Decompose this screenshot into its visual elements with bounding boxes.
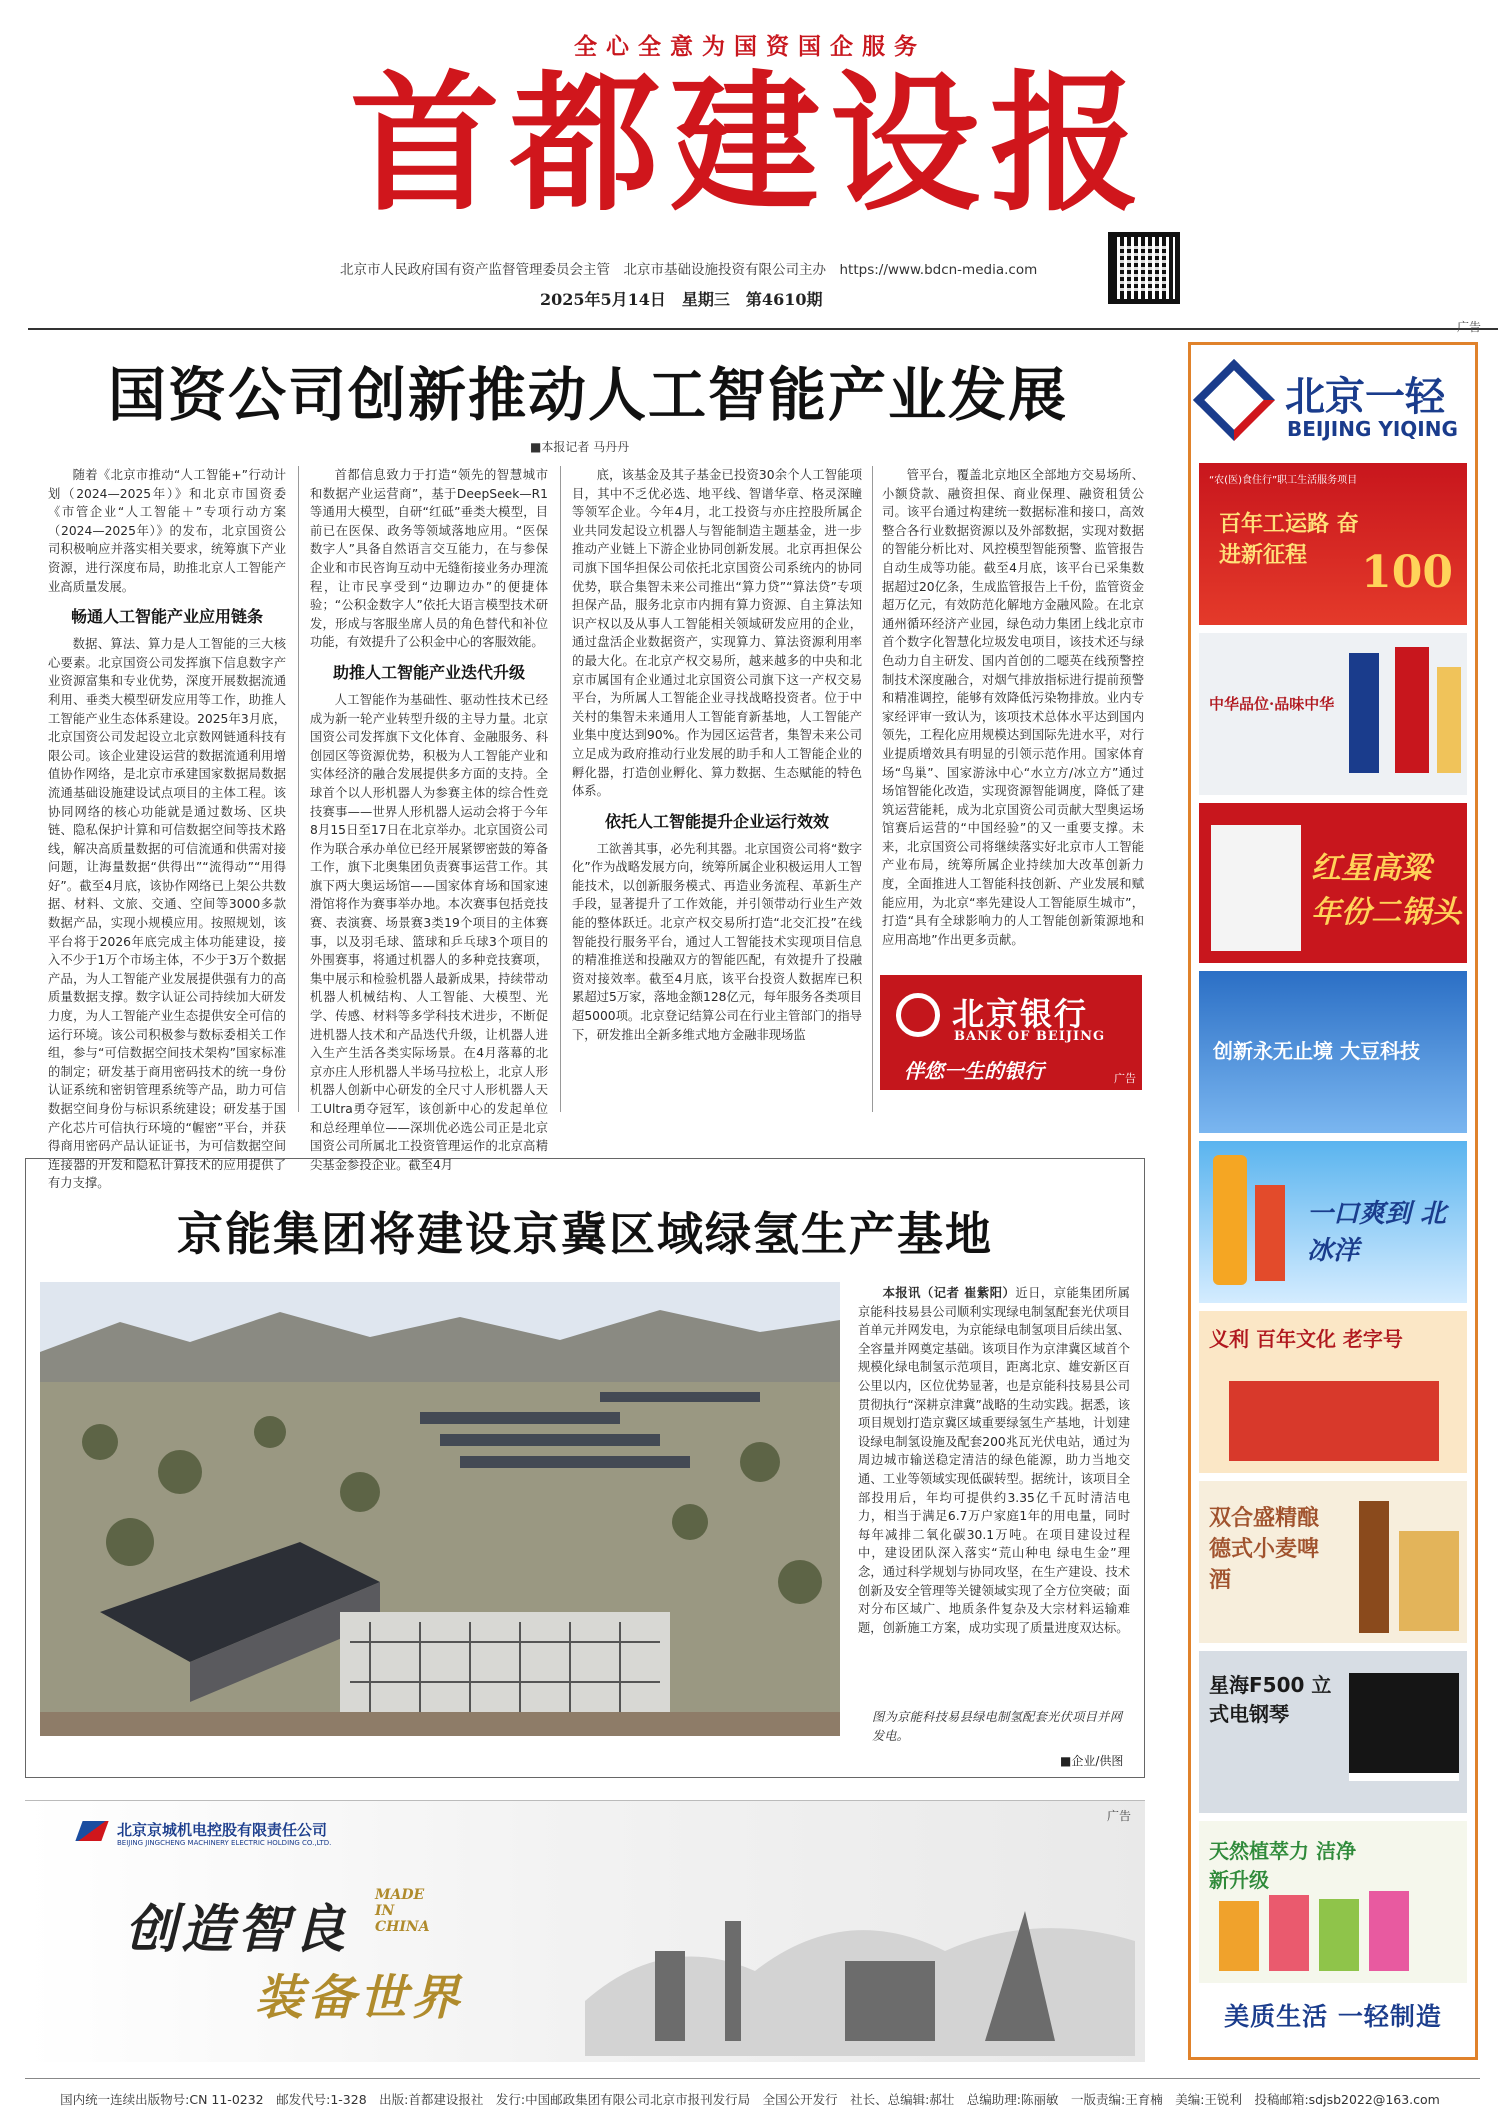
yiqing-brand-en: BEIJING YIQING [1287, 417, 1458, 441]
photo-illustration [40, 1282, 840, 1736]
story1-para: 数据、算法、算力是人工智能的三大核心要素。北京国资公司发挥旗下信息数字产业资源富集和专业优势，深度开展数据流通利用、垂类大模型研发应用等工作，助推人工智能产业生态体系建设。2025年3月底，北京国资公司发起设立北京数网链通科技有限公司。该企业建设运营的数据流通利用增值协作网络，是北京市承建国家数据局数据流通基础设施建设试点项目的主体工程。该协同网络的核心功能就是通过数场、区块链、隐私保护计算和可信数据空间等技术路线，解决高质量数据的可信流通和供需对接问题，让海量数据“供得出”“流得动”“用得好”。截至4月底，该协作网络已上架公共数据、材料、文旅、交通、空间等3000多款数据产品，实现小规模应用。按照规划，该平台将于2026年底完成主体功能建设，接入不少于1万个市场主体，不少于3万个数据产品，为人工智能产业发展提供强有力的高质量数据支撑。数字认证公司持续加大研发力度，为人工智能产业生态提供安全可信的运行环境。该公司积极参与数标委相关工作组，参与“可信数据空间技术架构”国家标准的制定；研发基于商用密码技术的统一身份认证系统和密钥管理系统等产品，助力可信数据空间身份与标识系统建设；研发基于国产化芯片可信执行环境的“幄密”平台，并获得商用密码产品认证证书，为可信数据空间连接器的开发和隐私计算技术的应用提供了有力支撑。 [48, 637, 286, 1191]
photo-caption: 图为京能科技易县绿电制氢配套光伏项目并网发电。 [872, 1710, 1122, 1743]
piano-icon [1349, 1673, 1459, 1773]
hongxing-tile [1199, 803, 1467, 963]
column-separator [298, 466, 299, 1112]
bottle-icon [1319, 1899, 1359, 1971]
yiqing-brand: 北京一轻 [1285, 374, 1445, 420]
story1-column-4 [882, 466, 1144, 956]
bottle-icon [1395, 647, 1429, 773]
bank-of-beijing-ad[interactable] [880, 975, 1142, 1090]
bank-logo-icon [896, 993, 940, 1037]
tile-text: 创新永无止境 大豆科技 [1213, 1039, 1420, 1063]
solar-station-photo [40, 1282, 840, 1736]
main-headline: 国资公司创新推动人工智能产业发展 [107, 361, 1068, 429]
subheading-3: 依托人工智能提升企业运行效效 [604, 811, 829, 831]
story1-column-3 [572, 466, 862, 1112]
beibingyang-tile [1199, 1141, 1467, 1303]
footer-imprint: 国内统一连续出版物号:CN 11-0232 邮发代号:1-328 出版:首都建设报社 发行:中国邮政集团有限公司北京市报刊发行局 全国公开发行 社长、总编辑:郝壮 总编助理:陈丽敏 一版责编:王育楠 美编:王锐利 投稿邮箱:sdjsb2022@163.com [60, 2092, 1440, 2107]
bottle-icon [1269, 1895, 1309, 1971]
header-rule [28, 328, 1498, 330]
bottle-icon [1437, 667, 1461, 773]
story1-para: 工欲善其事，必先利其器。北京国资公司将“数字化”作为战略发展方向，统筹所属企业积极运用人工智能技术，以创新服务模式、再造业务流程、革新生产手段，显著提升了工作效能，并引领带动行业生产效能的整体跃迁。北京产权交易所打造“北交汇投”在线智能投行服务平台，通过人工智能技术实现项目信息的精准推送和投融双方的智能匹配，有效提升了投融资对接效率。截至4月底，该平台投资人数据库已积累超过5万家，落地金额128亿元，每年服务各类项目超5000项。北京登记结算公司在行业主管部门的指导下，研发推出全新多维式地方金融非现场监 [572, 841, 862, 1042]
tile-text: “农(医)食住行”职工生活服务项目 [1209, 475, 1358, 486]
story1-para: 人工智能作为基础性、驱动性技术已经成为新一轮产业转型升级的主导力量。北京国资公司发挥旗下文化体育、金融服务、科创园区等资源优势，积极为人工智能产业和实体经济的融合发展提供多方面的支持。全球首个以人形机器人为参赛主体的综合性竞技赛事——世界人形机器人运动会将于今年8月15日至17日在北京举办。北京国资公司作为联合承办单位已经开展紧锣密鼓的筹备工作，旗下北奥集团负责赛事运营工作。其旗下两大奥运场馆——国家体育场和国家速滑馆将作为赛事举办地。本次赛事包括竞技赛、表演赛、场景赛3类19个项目的主体赛事，以及羽毛球、篮球和乒乓球3个项目的外围赛事，将通过机器人的多种竞技赛项，集中展示和检验机器人最新成果，持续带动机器人机械结构、人工智能、大模型、光学、传感、材料等多学科技术进步，不断促进机器人技术和产品迭代升级，让机器人进入生产生活各类实际场景。在4月落幕的北京亦庄人形机器人半场马拉松上，北京人形机器人创新中心研发的全尺寸人形机器人天工Ultra勇夺冠军，该创新中心的发起单位和总经理单位——深圳优必选公司正是北京国资公司所属北工投资管理运作的北京高精尖基金参投企业。截至4月 [310, 692, 548, 1172]
subheading-1: 畅通人工智能产业应用链条 [70, 607, 263, 627]
ad-label: 广告 [1106, 1809, 1131, 1823]
tile-text: 双合盛精酿 德式小麦啤酒 [1209, 1505, 1320, 1593]
publisher-line: 北京市人民政府国有资产监督管理委员会主管 北京市基础设施投资有限公司主办 https://www.bdcn-media.com [340, 262, 1038, 278]
column-separator [560, 466, 561, 1112]
glass-icon [1399, 1531, 1459, 1631]
tile-text: 百年工运路 奋进新征程 [1219, 512, 1359, 568]
masthead-title: 首都建设报 [349, 58, 1150, 232]
yiqing-slogan: 美质生活 一轻制造 [1224, 2002, 1442, 2031]
bottle-icon [1213, 1155, 1247, 1285]
ad-label: 广告 [1114, 1072, 1136, 1085]
company-name-en: BEIJING JINGCHENG MACHINERY ELECTRIC HOLDING CO.,LTD. [117, 1839, 332, 1847]
story2-body [858, 1284, 1130, 1684]
company-name: 北京京城机电控股有限责任公司 [117, 1821, 328, 1839]
product-box-icon [1229, 1381, 1439, 1461]
slogan-2: 装备世界 [255, 1970, 464, 2026]
bank-name-en: BANK OF BEIJING [954, 1029, 1106, 1044]
story1-para: 底，该基金及其子基金已投资30余个人工智能项目，其中不乏优必选、地平线、智谱华章、格灵深瞳等领军企业。今年4月，北工投资与亦庄控股所属企业共同发起设立机器人与智能制造主题基金，进一步推动产业链上下游企业协同创新发展。北京再担保公司旗下国华担保公司依托北京国资公司系统内的协同优势，联合集智未来公司推出“算力贷”“算法贷”专项担保产品，服务北京市内拥有算力资源、自主算法知识产权以及从事人工智能相关领域研发应用的企业，通过盘活企业数据资产，实现算力、算法资源利用率的最大化。在北京产权交易所，越来越多的中央和北京市属国有企业通过北京国资公司旗下这一产权交易平台，为所属人工智能企业寻找战略投资者。位于中关村的集智未来通用人工智能育新基地，人工智能产业集中度达到90%。作为园区运营者，集智未来公司立足成为政府推动行业发展的助手和人工智能企业的孵化器，打造创业孵化、算力数据、生态赋能的特色体系。 [572, 468, 862, 799]
subheading-2: 助推人工智能产业迭代升级 [332, 662, 525, 682]
tile-text: 义利 百年文化 老字号 [1209, 1327, 1403, 1351]
story1-column-2 [310, 466, 548, 1172]
ad-label-right: 广告 [1457, 320, 1482, 334]
yiqing-brand-tile [1199, 353, 1467, 453]
dateline: 2025年5月14日 星期三 第4610期 [540, 290, 823, 309]
tile-text: 红星高粱 年份二锅头 [1311, 851, 1461, 930]
bottle-icon [1219, 1901, 1259, 1971]
tile-100-icon: 100 [1361, 547, 1453, 598]
bottle-icon [1369, 1891, 1409, 1971]
made-in-china: MADE IN CHINA [375, 1887, 430, 1935]
detergent-tile [1199, 1821, 1467, 1983]
zhonghua-liquor-tile [1199, 633, 1467, 795]
skyline-illustration [585, 1841, 1135, 2056]
yiqing-logo-icon [1193, 359, 1275, 441]
column-separator [872, 466, 873, 1112]
jingcheng-logo-icon [75, 1821, 108, 1841]
footer-rule [25, 2078, 1480, 2079]
shuanghesheng-tile [1199, 1481, 1467, 1643]
xinghai-piano-tile [1199, 1651, 1467, 1813]
dadou-tile [1199, 971, 1467, 1133]
tile-text: 中华品位·品味中华 [1209, 695, 1335, 713]
byline: ■本报记者 马丹丹 [530, 440, 630, 454]
story1-column-1 [48, 466, 286, 1191]
union-service-tile [1199, 463, 1467, 625]
tile-text: 天然植萃力 洁净新升级 [1209, 1839, 1356, 1892]
beijing-yiqing-ad[interactable] [1188, 342, 1478, 2060]
bank-slogan: 伴您一生的银行 [904, 1059, 1044, 1083]
can-icon [1255, 1185, 1285, 1281]
bottle-icon [1359, 1501, 1389, 1633]
piano-keys-icon [1349, 1773, 1459, 1781]
story1-para: 管平台，覆盖北京地区全部地方交易场所、小额贷款、融资担保、商业保理、融资租赁公司。该平台通过构建统一数据标准和接口，高效整合各行业数据资源以及外部数据，实现对数据的智能分析比对、风控模型智能预警、监管报告自动生成等功能。截至4月底，该平台已采集数据超过20亿条，生成监管报告上千份，监管资金超万亿元，有效防范化解地方金融风险。在北京通州循环经济产业园，绿色动力集团上线北京市首个数字化智慧化垃圾发电项目，该技术还与绿色动力自主研发、国内首创的二噁英在线预警控制技术深度融合，对烟气排放指标进行提前预警和精准调控，能够有效降低污染物排放。业内专家经评审一致认为，该项技术总体水平达到国内领先，工程化应用规模达到国际先进水平，对行业提质增效具有明显的引领示范作用。国家体育场“鸟巢”、国家游泳中心“水立方/冰立方”通过场馆智能化改造，实现资源智能调度，降低了建筑运营能耗，成为北京国资公司贡献大型奥运场馆赛后运营的“中国经验”的又一重要支撑。未来，北京国资公司将继续落实好北京市人工智能产业布局，统筹所属企业持续加大改革创新力度，全面推进人工智能科技创新、产业发展和赋能应用，为北京“率先建设人工智能原生城市”，打造“具有全球影响力的人工智能创新策源地和应用高地”作出更多贡献。 [882, 468, 1144, 947]
slogan-1: 创造智良 [125, 1899, 350, 1960]
story1-para: 首都信息致力于打造“领先的智慧城市和数据产业运营商”，基于DeepSeek—R1等通用大模型，自研“红砥”垂类大模型，目前已在医保、政务等领域落地应用。“医保数字人”具备自然语言交互能力，在与参保企业和市民咨询互动中无缝衔接业务办理流程，让市民享受到“边聊边办”的便捷体验；“公积金数字人”依托大语言模型技术研发，形成与客服坐席人员的角色替代和补位功能，有效提升了公积金中心的客服效能。 [310, 468, 548, 650]
tile-text: 一口爽到 北冰洋 [1307, 1199, 1447, 1266]
story2-lead: 本报讯（记者 崔紫阳） [882, 1286, 1016, 1300]
photo-credit: ■企业/供图 [1060, 1754, 1124, 1768]
story2-headline: 京能集团将建设京冀区域绿氢生产基地 [177, 1207, 993, 1261]
story1-para: 随着《北京市推动“人工智能+”行动计划（2024—2025年）》和北京市国资委《市管企业“人工智能＋”专项行动方案（2024—2025年）》的发布，北京国资公司积极响应并落实相关要求，统筹旗下产业资源，进行深度布局，助推北京人工智能产业高质量发展。 [48, 468, 286, 594]
jingcheng-ad[interactable] [25, 1800, 1145, 2062]
qr-code-icon [1108, 232, 1180, 304]
slogan: 全心全意为国资国企服务 [574, 34, 926, 60]
bottle-icon [1211, 825, 1301, 951]
story2-text: 近日，京能集团所属京能科技易县公司顺利实现绿电制氢配套光伏项目首单元并网发电，为京能绿电制氢项目后续出氢、全容量并网奠定基础。该项目作为京津冀区域首个规模化绿电制氢示范项目，距离北京、雄安新区百公里以内，区位优势显著，也是京能科技易县公司贯彻执行“深耕京津冀”战略的生动实践。据悉，该项目规划打造京冀区域重要绿氢生产基地，计划建设绿电制氢设施及配套200兆瓦光伏电站，通过为周边城市输送稳定清洁的绿色能源，助力当地交通、工业等领域实现低碳转型。据统计，该项目全部投用后，年均可提供约3.35亿千瓦时清洁电力，相当于满足6.7万户家庭1年的用电量，同时每年减排二氧化碳30.1万吨。在项目建设过程中，建设团队深入落实“荒山种电 绿电生金”理念，通过科学规划与协同攻坚，在生产建设、技术创新及安全管理等关键领域实现了全方位突破；面对分布区域广、地质条件复杂及大宗材料运输难题，创新施工方案，成功实现了质量进度双达标。 [858, 1286, 1130, 1635]
tile-text: 星海F500 立式电钢琴 [1209, 1673, 1332, 1726]
bottle-icon [1349, 653, 1379, 773]
bank-name: 北京银行 [952, 995, 1089, 1033]
yili-tile [1199, 1311, 1467, 1473]
